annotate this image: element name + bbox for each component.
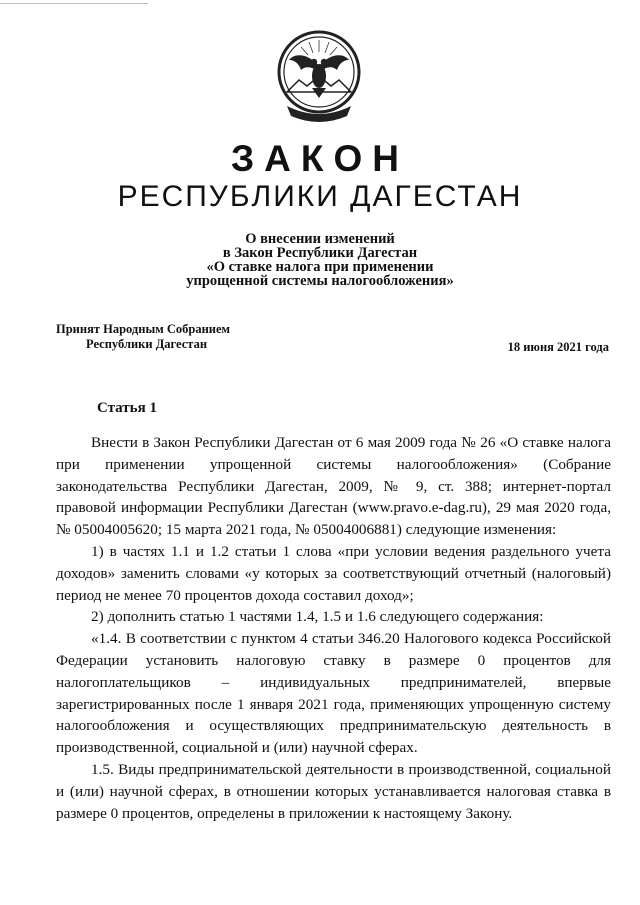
article-paragraph: «1.4. В соответствии с пунктом 4 статьи 346.20 Налогового кодекса Российской Федерации установить налоговую ставку в размере 0 процентов для налогоплательщиков – индивидуальных предпринимателей, впервые зарегистрированных после 1 января 2021 года, применяющих упрощенную систему налогообложения и осуществляющих предпринимательскую деятельность в производственной, социальной и (или) научной сферах. — [56, 630, 611, 757]
article-paragraph: Внести в Закон Республики Дагестан от 6 мая 2009 года № 26 «О ставке налога при применении упрощенной системы налогообложения» (Собрание законодательства Республики Дагестан, 2009, № 9, ст. 388; интернет-портал правовой информации Республики Дагестан (www.pravo.e-dag.ru), 29 мая 2020 года, № 05004005620; 15 марта 2021 года, № 05004006881) следующие изменения: — [56, 434, 611, 539]
republic-heading: РЕСПУБЛИКИ ДАГЕСТАН — [117, 180, 523, 213]
adoption-date: 18 июня 2021 года — [507, 340, 609, 354]
law-heading: ЗАКОН — [231, 138, 409, 179]
adoption-body-line: Республики Дагестан — [86, 337, 208, 351]
law-title-line: упрощенной системы налогообложения» — [186, 273, 454, 289]
adoption-body — [56, 322, 230, 352]
article-heading: Статья 1 — [97, 400, 157, 416]
law-title-line: в Закон Республики Дагестан — [222, 245, 418, 261]
law-title-line: «О ставке налога при применении — [206, 259, 434, 275]
adoption-body-line: Принят Народным Собранием — [56, 322, 231, 336]
article-paragraph: 1.5. Виды предпринимательской деятельности в производственной, социальной и (или) научной сферах, в отношении которых устанавливается налоговая ставка в размере 0 процентов, определены в приложении к настоящему Закону. — [56, 760, 611, 822]
law-title — [0, 232, 640, 288]
article-paragraph: 1) в частях 1.1 и 1.2 статьи 1 слова «при условии ведения раздельного учета доходов» заменить словами «у которых за соответствующий отчетный (налоговый) период не менее 70 процентов дохода составил доход»; — [56, 542, 611, 604]
coat-of-arms-emblem — [273, 26, 365, 126]
scan-edge-line — [0, 3, 148, 4]
article-body — [56, 432, 611, 824]
law-title-line: О внесении изменений — [245, 231, 395, 247]
article-paragraph: 2) дополнить статью 1 частями 1.4, 1.5 и 1.6 следующего содержания: — [91, 608, 544, 626]
